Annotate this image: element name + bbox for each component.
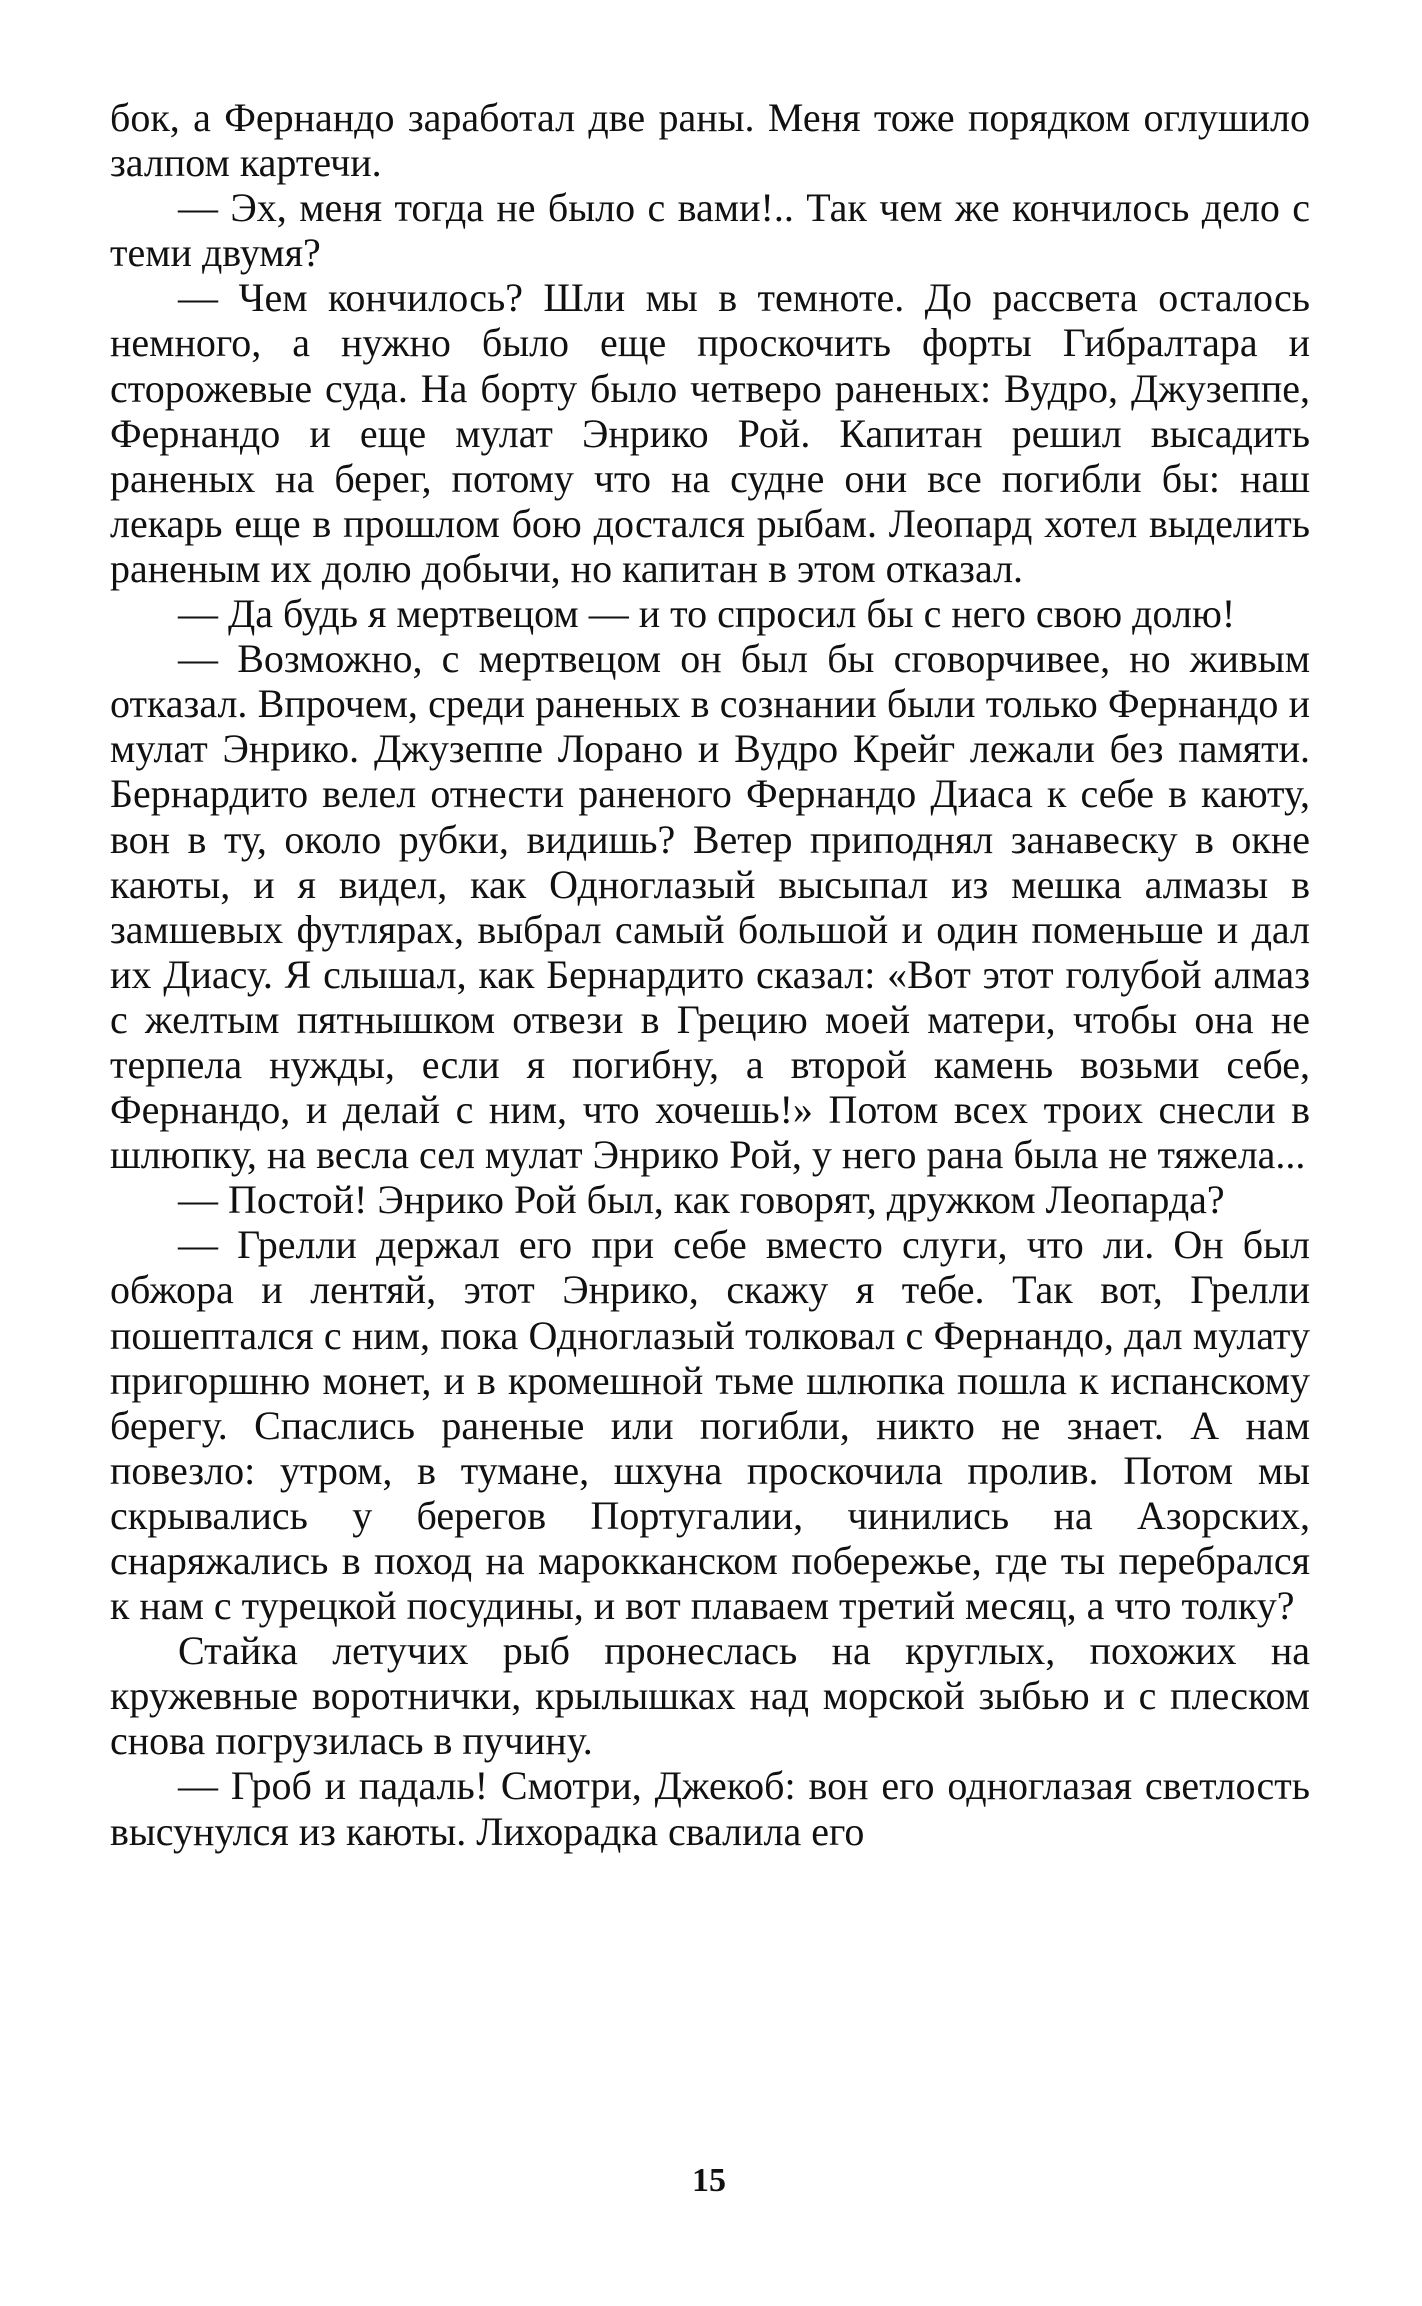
paragraph-7: — Грелли держал его при себе вместо слуги, что ли. Он был обжора и лентяй, этот Энрико, скажу я тебе. Так вот, Грелли пошептался с ним, пока Одноглазый толковал с Фернандо, дал мулату пригоршню монет, и в кромешной тьме шлюпка пошла к испанскому берегу. Спаслись раненые или погибли, никто не знает. А нам повезло: утром, в тумане, шхуна проскочила пролив. Потом мы скрывались у берегов Португалии, чинились на Азорских, снаряжались в поход на марокканском побережье, где ты перебрался к нам с турецкой посудины, и вот плаваем третий месяц, а что толку? xyxy=(110,1222,1310,1629)
paragraph-6: — Постой! Энрико Рой был, как говорят, дружком Леопарда? xyxy=(178,1177,1225,1223)
book-page-text xyxy=(110,95,1310,2225)
paragraph-4: — Да будь я мертвецом — и то спросил бы с него свою долю! xyxy=(178,591,1236,637)
paragraph-5: — Возможно, с мертвецом он был бы сговорчивее, но живым отказал. Впрочем, среди раненых в сознании были только Фернандо и мулат Энрико. Джузеппе Лорано и Вудро Крейг лежали без памяти. Бернардито велел отнести раненого Фернандо Диаса к себе в каюту, вон в ту, около рубки, видишь? Ветер приподнял занавеску в окне каюты, и я видел, как Одноглазый высыпал из мешка алмазы в замшевых футлярах, выбрал самый большой и один поменьше и дал их Диасу. Я слышал, как Бернардито сказал: «Вот этот голубой алмаз с желтым пятнышком отвези в Грецию моей матери, чтобы она не терпела нужды, если я погибну, а второй камень возьми себе, Фернандо, и делай с ним, что хочешь!» Потом всех троих снесли в шлюпку, на весла сел мулат Энрико Рой, у него рана была не тяжела... xyxy=(110,636,1310,1178)
page-number: 15 xyxy=(692,2162,726,2199)
paragraph-2: — Эх, меня тогда не было с вами!.. Так чем же кончилось дело с теми двумя? xyxy=(110,185,1310,276)
paragraph-9: — Гроб и падаль! Смотри, Джекоб: вон его одноглазая светлость высунулся из каюты. Лихорадка свалила его xyxy=(110,1763,1310,1854)
paragraph-1: бок, а Фернандо заработал две раны. Меня тоже порядком оглушило залпом картечи. xyxy=(110,95,1310,186)
paragraph-8: Стайка летучих рыб пронеслась на круглых, похожих на кружевные воротнички, крылышках над морской зыбью и с плеском снова погрузилась в пучину. xyxy=(110,1628,1310,1764)
paragraph-3: — Чем кончилось? Шли мы в темноте. До рассвета осталось немного, а нужно было еще проскочить форты Гибралтара и сторожевые суда. На борту было четверо раненых: Вудро, Джузеппе, Фернандо и еще мулат Энрико Рой. Капитан решил высадить раненых на берег, потому что на судне они все погибли бы: наш лекарь еще в прошлом бою достался рыбам. Леопард хотел выделить раненым их долю добычи, но капитан в этом отказал. xyxy=(110,275,1310,591)
